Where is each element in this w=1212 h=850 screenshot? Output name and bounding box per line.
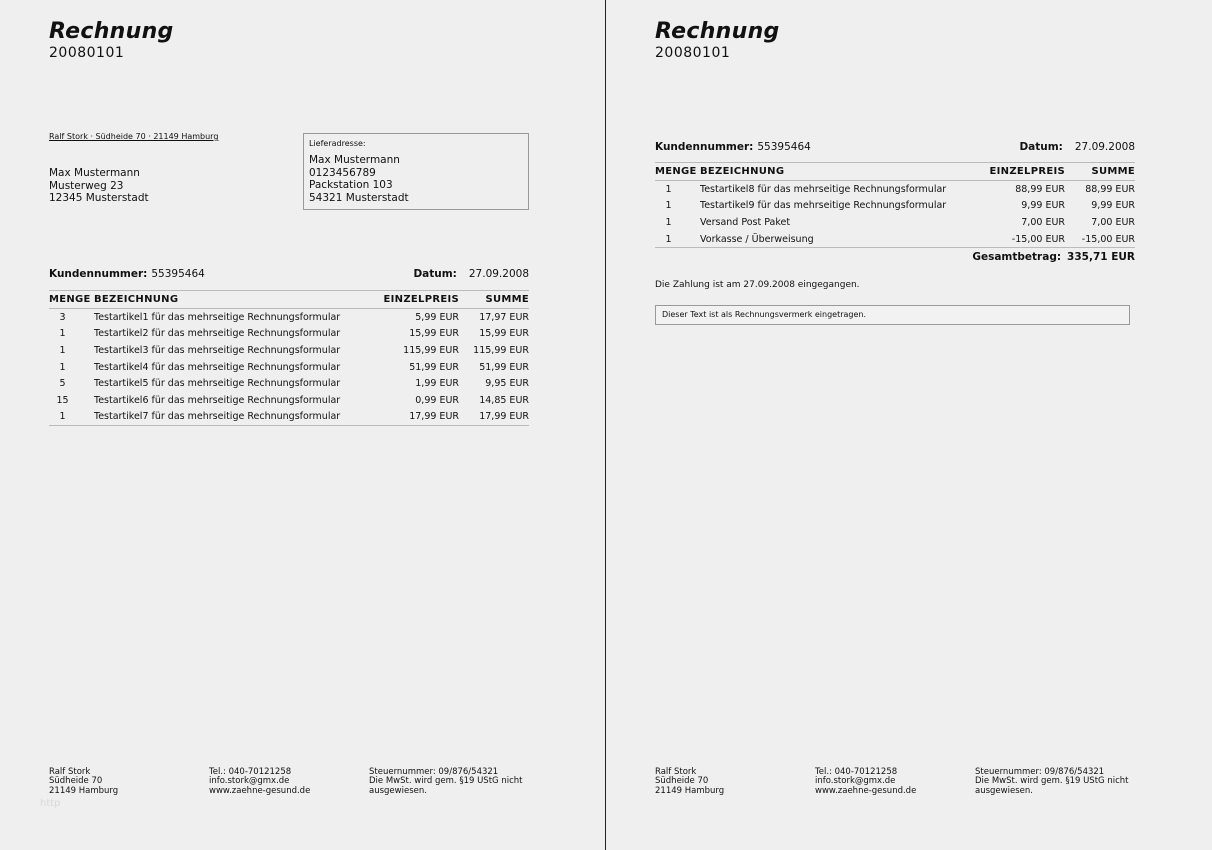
footer-line: 21149 Hamburg — [49, 785, 119, 796]
item-description: Vorkasse / Überweisung — [700, 231, 985, 248]
footer-line: Die MwSt. wird gem. §19 UStG nicht — [369, 776, 523, 787]
invoice-page-2 — [606, 0, 1212, 850]
date-value: 27.09.2008 — [468, 268, 529, 280]
total-value: 335,71 EUR — [1067, 251, 1135, 263]
shipping-line: Max Mustermann — [309, 154, 400, 166]
shipping-label: Lieferadresse: — [309, 139, 366, 148]
col-price-header: EINZELPREIS — [985, 163, 1065, 181]
item-unit-price: 7,00 EUR — [1021, 216, 1065, 228]
col-price-header: EINZELPREIS — [379, 291, 459, 309]
table-row — [49, 359, 529, 376]
invoice-meta — [49, 268, 529, 282]
invoice-meta — [655, 141, 1135, 155]
invoice-total — [655, 251, 1135, 263]
item-qty: 1 — [655, 231, 700, 248]
item-unit-price: 0,99 EUR — [415, 394, 459, 406]
footer-line: ausgewiesen. — [369, 785, 427, 796]
invoice-title: Rechnung — [49, 19, 174, 44]
item-sum: 115,99 EUR — [473, 344, 529, 356]
item-unit-price: 51,99 EUR — [409, 361, 459, 373]
item-qty: 1 — [665, 216, 672, 228]
footer-contact — [815, 768, 975, 796]
invoice-date — [1019, 141, 1135, 153]
item-description: Testartikel1 für das mehrseitige Rechnungsformular — [94, 311, 341, 323]
item-qty: 1 — [59, 361, 66, 373]
total-label: Gesamtbetrag: — [972, 251, 1062, 263]
customer-number-label: Kundennummer: — [49, 268, 148, 280]
invoice-title: Rechnung — [655, 19, 780, 44]
col-desc-header: BEZEICHNUNG — [94, 291, 379, 309]
item-sum: 17,97 EUR — [479, 311, 529, 323]
footer-address — [655, 768, 815, 796]
footer-contact — [209, 768, 369, 796]
footer-line: 21149 Hamburg — [655, 785, 725, 796]
footer-line: Die MwSt. wird gem. §19 UStG nicht — [975, 776, 1129, 787]
table-row — [49, 375, 529, 392]
table-row — [655, 198, 1135, 215]
col-qty-header: MENGE — [655, 163, 700, 181]
shipping-address-box — [303, 133, 529, 210]
footer-line: Steuernummer: 09/876/54321 — [369, 767, 499, 777]
item-unit-price: 5,99 EUR — [415, 311, 459, 323]
item-qty: 1 — [665, 200, 672, 212]
table-row — [655, 181, 1135, 198]
item-description: Testartikel6 für das mehrseitige Rechnungsformular — [94, 394, 341, 406]
table-row — [655, 231, 1135, 248]
item-qty: 5 — [59, 378, 66, 390]
recipient-line: 12345 Musterstadt — [49, 192, 149, 204]
item-qty: 1 — [59, 328, 66, 340]
item-sum: 51,99 EUR — [479, 361, 529, 373]
items-table — [49, 290, 529, 426]
item-unit-price: 88,99 EUR — [1015, 183, 1065, 195]
table-row — [49, 392, 529, 409]
item-unit-price: 15,99 EUR — [409, 328, 459, 340]
shipping-line: 54321 Musterstadt — [309, 191, 409, 204]
footer-line: info.stork@gmx.de — [209, 776, 290, 787]
customer-number-value: 55395464 — [151, 268, 205, 280]
footer-line: www.zaehne-gesund.de — [209, 785, 311, 796]
invoice-number: 20080101 — [655, 45, 731, 61]
item-description: Testartikel7 für das mehrseitige Rechnungsformular — [94, 409, 379, 426]
item-description: Testartikel4 für das mehrseitige Rechnungsformular — [94, 361, 341, 373]
table-row — [49, 326, 529, 343]
item-description: Testartikel5 für das mehrseitige Rechnungsformular — [94, 378, 341, 390]
customer-number — [49, 268, 205, 280]
customer-number — [655, 141, 811, 153]
col-desc-header: BEZEICHNUNG — [700, 163, 985, 181]
item-unit-price: 1,99 EUR — [415, 378, 459, 390]
recipient-address — [49, 167, 149, 205]
item-qty: 1 — [59, 344, 66, 356]
payment-note: Die Zahlung ist am 27.09.2008 eingegangen. — [655, 280, 860, 290]
item-description: Versand Post Paket — [700, 216, 791, 228]
footer-line: ausgewiesen. — [975, 785, 1033, 796]
footer-line: Tel.: 040-70121258 — [209, 767, 292, 777]
item-unit-price: 17,99 EUR — [379, 409, 459, 426]
item-sum: 9,99 EUR — [1091, 200, 1135, 212]
item-sum: 7,00 EUR — [1091, 216, 1135, 228]
item-qty: 15 — [56, 394, 69, 406]
item-description: Testartikel8 für das mehrseitige Rechnungsformular — [700, 183, 947, 195]
date-label: Datum: — [1019, 141, 1063, 153]
item-qty: 1 — [665, 183, 672, 195]
footer-line: Südheide 70 — [49, 776, 103, 787]
watermark: http — [40, 798, 61, 809]
col-sum-header: SUMME — [1065, 163, 1135, 181]
item-sum: -15,00 EUR — [1065, 231, 1135, 248]
item-qty: 3 — [59, 311, 66, 323]
items-table — [655, 162, 1135, 248]
footer-tax — [369, 768, 529, 796]
footer-tax — [975, 768, 1135, 796]
item-unit-price: -15,00 EUR — [985, 231, 1065, 248]
table-row — [655, 214, 1135, 231]
item-description: Testartikel2 für das mehrseitige Rechnungsformular — [94, 328, 341, 340]
footer-line: info.stork@gmx.de — [815, 776, 896, 787]
footer-line: Steuernummer: 09/876/54321 — [975, 767, 1105, 777]
item-sum: 9,95 EUR — [485, 378, 529, 390]
item-sum: 14,85 EUR — [479, 394, 529, 406]
shipping-line: 0123456789 — [309, 166, 376, 179]
item-description: Testartikel9 für das mehrseitige Rechnungsformular — [700, 200, 947, 212]
table-row — [49, 342, 529, 359]
customer-number-label: Kundennummer: — [655, 141, 754, 153]
item-description: Testartikel3 für das mehrseitige Rechnungsformular — [94, 344, 341, 356]
table-header-row — [49, 291, 529, 309]
col-sum-header: SUMME — [459, 291, 529, 309]
customer-number-value: 55395464 — [757, 141, 811, 153]
shipping-line: Packstation 103 — [309, 179, 393, 191]
footer-address — [49, 768, 209, 796]
date-label: Datum: — [413, 268, 457, 280]
item-qty: 1 — [49, 409, 94, 426]
table-header-row — [655, 163, 1135, 181]
footer-line: Südheide 70 — [655, 776, 709, 787]
item-sum: 15,99 EUR — [479, 328, 529, 340]
item-unit-price: 115,99 EUR — [403, 344, 459, 356]
item-sum: 88,99 EUR — [1085, 183, 1135, 195]
table-row — [49, 409, 529, 426]
col-qty-header: MENGE — [49, 291, 94, 309]
footer-line: www.zaehne-gesund.de — [815, 785, 917, 796]
date-value: 27.09.2008 — [1074, 141, 1135, 153]
footer-line: Ralf Stork — [49, 767, 91, 777]
sender-line: Ralf Stork · Südheide 70 · 21149 Hamburg — [49, 132, 219, 141]
footer-line: Ralf Stork — [655, 767, 697, 777]
recipient-line: Musterweg 23 — [49, 179, 124, 192]
invoice-date — [413, 268, 529, 280]
invoice-remark-box: Dieser Text ist als Rechnungsvermerk eingetragen. — [655, 305, 1130, 325]
footer-line: Tel.: 040-70121258 — [815, 767, 898, 777]
item-unit-price: 9,99 EUR — [1021, 200, 1065, 212]
table-row — [49, 309, 529, 326]
recipient-line: Max Mustermann — [49, 167, 140, 179]
item-sum: 17,99 EUR — [459, 409, 529, 426]
invoice-number: 20080101 — [49, 45, 125, 61]
